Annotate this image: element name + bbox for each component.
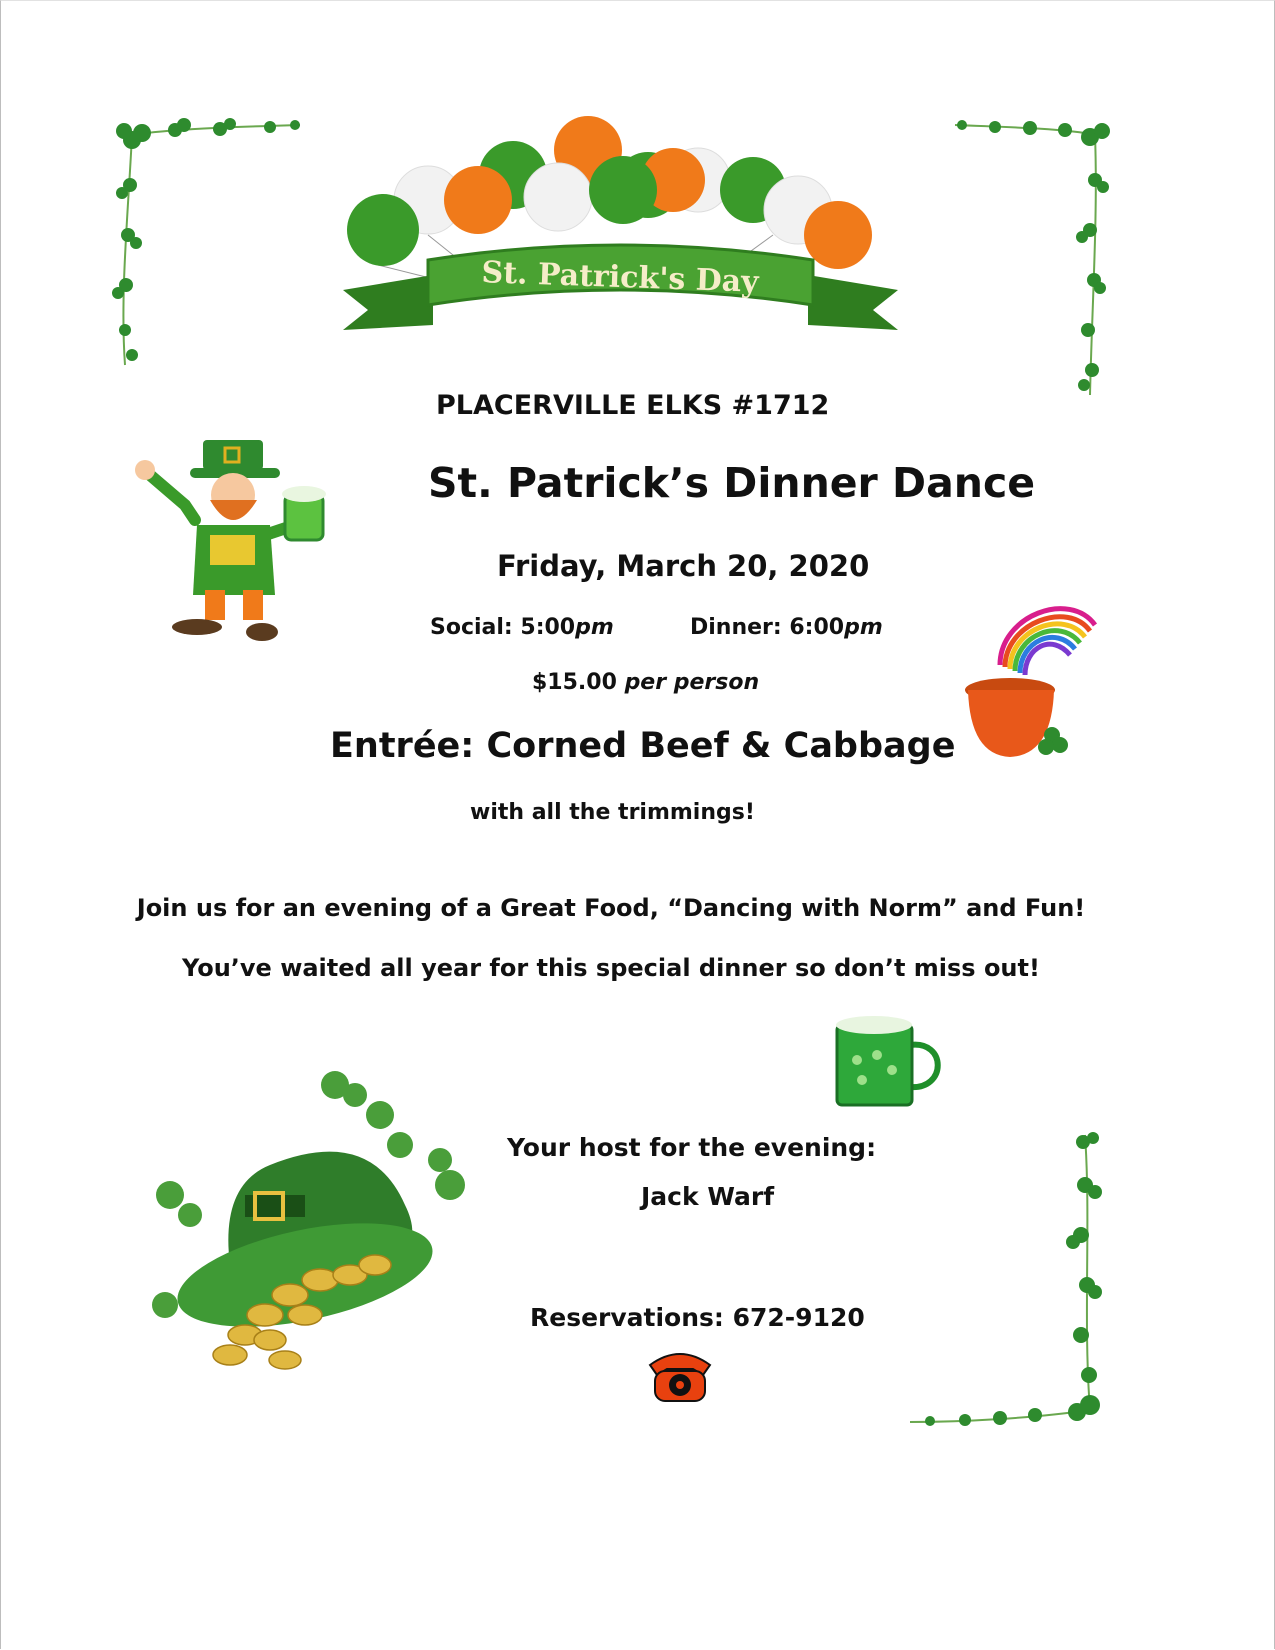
leprechaun-illustration <box>125 430 355 645</box>
event-title: St. Patrick’s Dinner Dance <box>428 459 1036 507</box>
invite-line-2: You’ve waited all year for this special dinner so don’t miss out! <box>182 954 1040 982</box>
host-label: Your host for the evening: <box>507 1133 877 1162</box>
shamrock-vine-top-left <box>110 115 310 375</box>
event-date: Friday, March 20, 2020 <box>497 549 870 583</box>
st-patricks-day-banner <box>338 115 903 335</box>
rainbow-pot-of-gold-icon <box>960 595 1100 765</box>
social-time-suffix: pm <box>575 615 614 640</box>
dinner-time-label: Dinner: 6:00 <box>690 615 845 640</box>
reservations: Reservations: 672-9120 <box>530 1303 865 1332</box>
price-amount: $15.00 <box>532 670 625 695</box>
social-time-label: Social: 5:00 <box>430 615 576 640</box>
price <box>532 670 759 695</box>
shamrock-vine-bottom-right <box>905 1130 1115 1440</box>
hat-with-gold-coins-illustration <box>150 1065 485 1375</box>
entree: Entrée: Corned Beef & Cabbage <box>330 726 956 766</box>
price-suffix: per person <box>624 670 760 695</box>
entree-note: with all the trimmings! <box>470 800 755 825</box>
host-name: Jack Warf <box>641 1182 775 1211</box>
shamrock-vine-top-right <box>950 115 1115 400</box>
org-name: PLACERVILLE ELKS #1712 <box>436 390 830 421</box>
telephone-icon <box>645 1345 715 1405</box>
dinner-time-suffix: pm <box>844 615 883 640</box>
social-time <box>430 615 614 640</box>
invite-line-1: Join us for an evening of a Great Food, “Dancing with Norm” and Fun! <box>136 894 1086 922</box>
dinner-time <box>690 615 883 640</box>
green-beer-mug-icon <box>832 1015 947 1110</box>
banner-text: St. Patrick's Day <box>480 255 760 300</box>
